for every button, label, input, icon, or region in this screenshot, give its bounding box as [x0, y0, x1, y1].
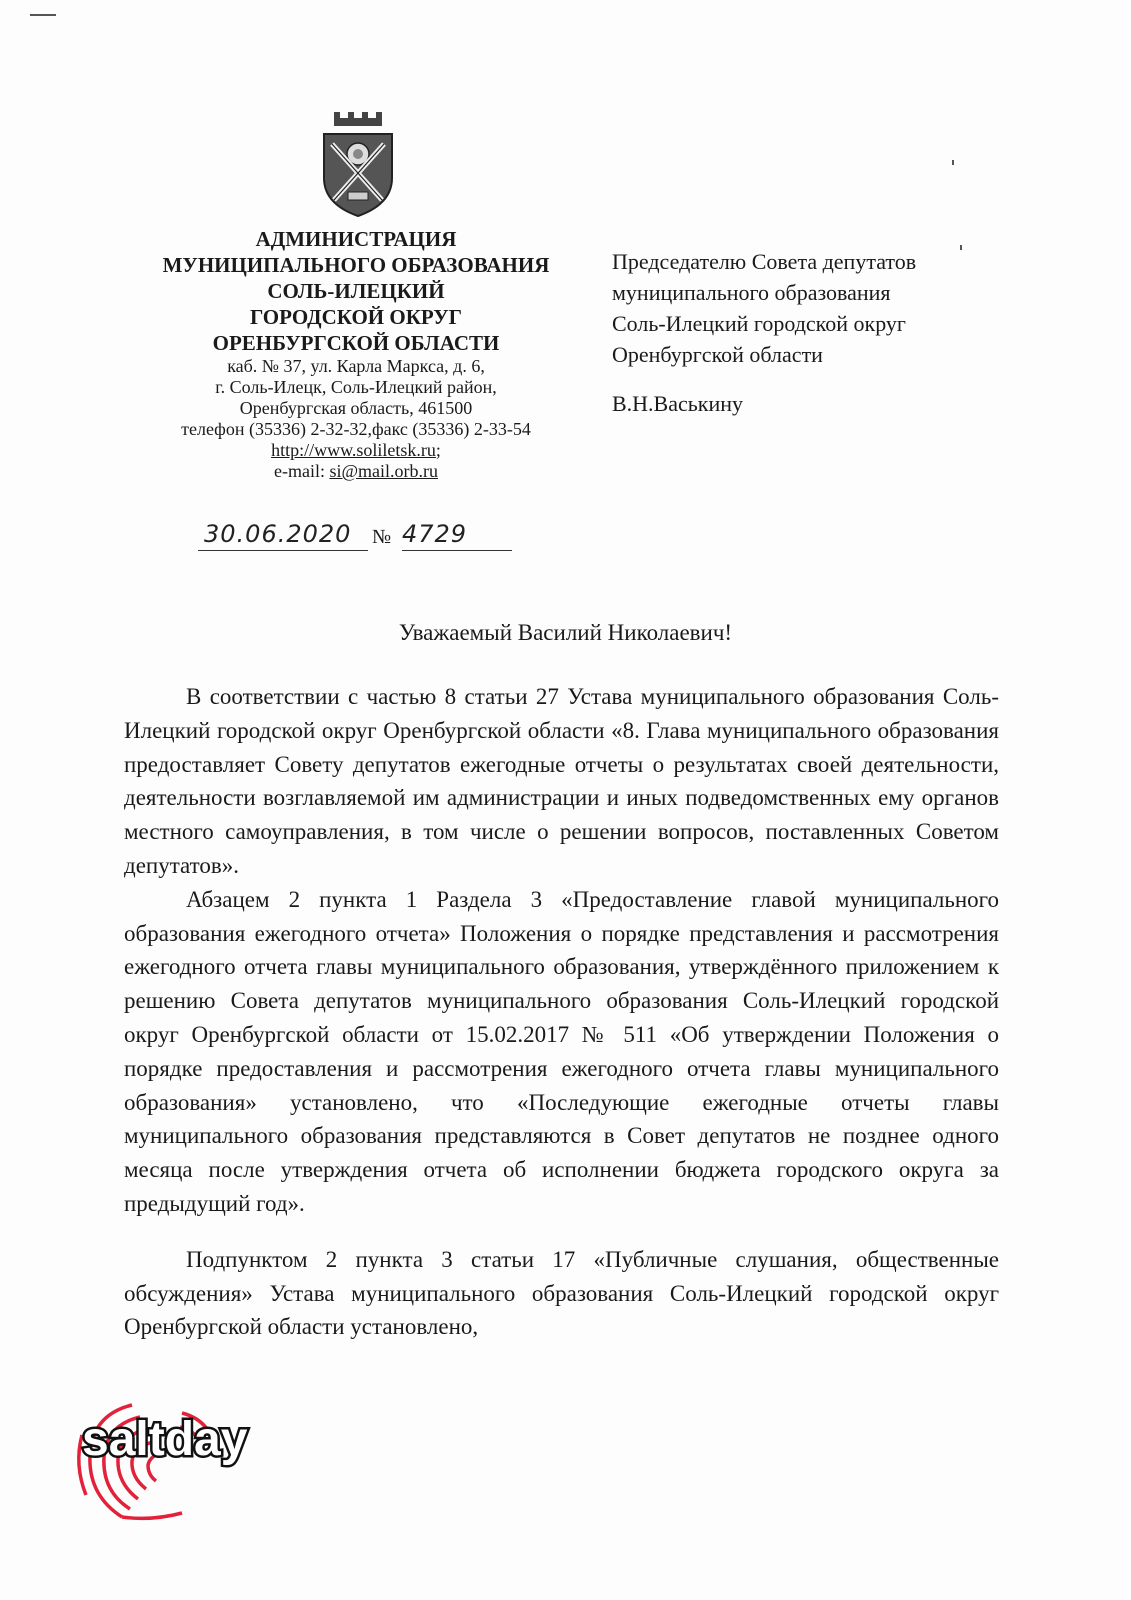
letter-body [124, 680, 999, 1344]
org-line: ГОРОДСКОЙ ОКРУГ [249, 305, 463, 329]
addressee-line: Председателю Совета депутатов [612, 249, 917, 274]
paragraph: В соответствии с частью 8 статьи 27 Устава муниципального образования Соль-Илецкий городской округ Оренбургской области «8. Глава муниципального образования предоставляет Совету депутатов ежегодные отчеты о результатах своей деятельности, деятельности возглавляемой им администрации и иных подведомственных ему органов местного самоуправления, в том числе о решении вопросов, поставленных Советом депутатов». [124, 684, 999, 878]
addressee-line: Соль-Илецкий городской округ [612, 311, 906, 336]
website-line [130, 440, 582, 461]
registration-number-field [402, 520, 512, 551]
website-link[interactable]: http://www.soliletsk.ru [271, 440, 436, 460]
addressee-line: муниципального образования [612, 280, 891, 305]
address-line: г. Соль-Илецк, Соль-Илецкий район, [215, 377, 497, 397]
addressee-name: В.Н.Васькину [612, 391, 744, 416]
scan-speck [30, 14, 56, 16]
org-line: СОЛЬ-ИЛЕЦКИЙ [267, 279, 445, 303]
address-line: каб. № 37, ул. Карла Маркса, д. 6, [227, 356, 485, 376]
org-line: ОРЕНБУРГСКОЙ ОБЛАСТИ [212, 331, 500, 355]
registration-number-label: № [372, 526, 392, 548]
paragraph: Подпунктом 2 пункта 3 статьи 17 «Публичные слушания, общественные обсуждения» Устава муниципального образования Соль-Илецкий городской округ Оренбургской области установлено, [124, 1246, 999, 1340]
addressee-line: Оренбургской области [612, 342, 823, 367]
coat-of-arms-icon [318, 110, 398, 218]
email-line [130, 461, 582, 482]
registration-date: 30.06.2020 [204, 520, 352, 548]
greeting: Уважаемый Василий Николаевич! [398, 620, 733, 645]
email-link[interactable]: si@mail.orb.ru [329, 461, 439, 481]
scan-speck [952, 160, 954, 165]
org-line: АДМИНИСТРАЦИЯ [255, 227, 457, 251]
website-suffix: ; [435, 440, 441, 460]
watermark-text: saltday [82, 1413, 248, 1466]
saltday-watermark-logo [62, 1395, 312, 1525]
addressee-block [612, 246, 1092, 419]
address-line: телефон (35336) 2-32-32,факс (35336) 2-33-54 [181, 419, 531, 439]
email-label: e-mail: [273, 461, 330, 481]
address-line: Оренбургская область, 461500 [239, 398, 473, 418]
registration-date-field [198, 520, 368, 551]
paragraph: Абзацем 2 пункта 1 Раздела 3 «Предоставление главой муниципального образования ежегодного отчета» Положения о порядке представления и рассмотрения ежегодного отчета главы муниципального образования, утверждённого приложением к решению Совета депутатов муниципального образования Соль-Илецкий городской округ Оренбургской области от 15.02.2017 № 511 «Об утверждении Положения о порядке предоставления и рассмотрения ежегодного отчета главы муниципального образования» установлено, что «Последующие ежегодные отчеты главы муниципального образования представляются в Совет депутатов не позднее одного месяца после утверждения отчета об исполнении бюджета городского округа за предыдущий год». [124, 886, 999, 1216]
letterhead [130, 226, 582, 482]
org-line: МУНИЦИПАЛЬНОГО ОБРАЗОВАНИЯ [162, 253, 550, 277]
registration-number: 4729 [402, 520, 468, 548]
